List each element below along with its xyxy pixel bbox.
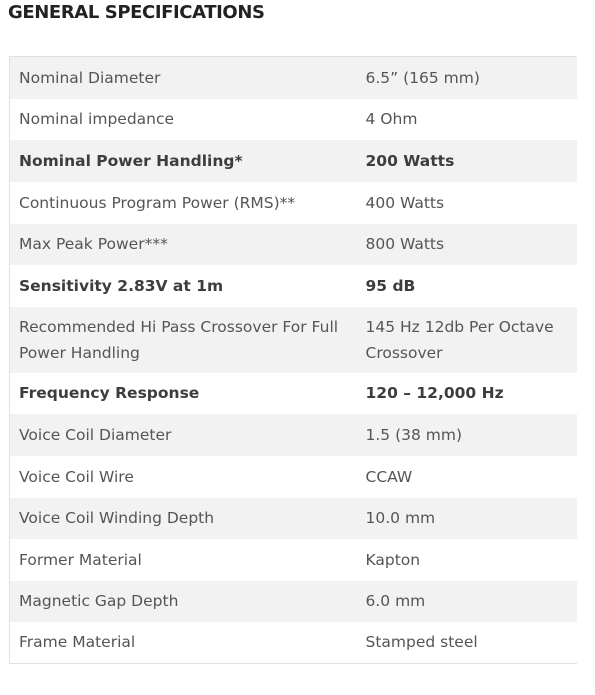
spec-row-continuous-program-power bbox=[10, 182, 577, 224]
spec-label: Voice Coil Winding Depth bbox=[19, 509, 215, 527]
spec-label: Frequency Response bbox=[19, 384, 200, 402]
spec-value: 200 Watts bbox=[365, 151, 455, 170]
spec-value: 6.0 mm bbox=[365, 592, 426, 610]
spec-row-voice-coil-wire bbox=[10, 456, 577, 498]
spec-label: Nominal Diameter bbox=[19, 68, 161, 87]
spec-label: Sensitivity 2.83V at 1m bbox=[19, 276, 224, 295]
spec-label: Recommended Hi Pass Crossover For Full Power Handling bbox=[19, 317, 339, 362]
spec-value: 800 Watts bbox=[365, 235, 445, 253]
spec-row-frequency-response bbox=[10, 373, 577, 414]
spec-value: 95 dB bbox=[365, 276, 416, 295]
spec-row-voice-coil-diameter bbox=[10, 414, 577, 456]
spec-value: Stamped steel bbox=[365, 633, 478, 652]
spec-label: Nominal impedance bbox=[19, 110, 175, 128]
spec-label: Former Material bbox=[19, 550, 142, 569]
spec-row-nominal-power-handling bbox=[10, 140, 577, 182]
spec-value: 1.5 (38 mm) bbox=[365, 425, 463, 444]
spec-label: Continuous Program Power (RMS)** bbox=[19, 193, 296, 212]
section-heading: GENERAL SPECIFICATIONS bbox=[8, 2, 265, 23]
spec-row-frame-material bbox=[10, 622, 577, 664]
spec-label: Voice Coil Diameter bbox=[19, 425, 172, 444]
spec-row-recommended-crossover bbox=[10, 307, 577, 373]
spec-label: Voice Coil Wire bbox=[19, 467, 134, 486]
spec-label: Magnetic Gap Depth bbox=[19, 592, 179, 610]
specifications-table bbox=[9, 56, 577, 664]
spec-value: 4 Ohm bbox=[365, 110, 418, 128]
spec-value: 10.0 mm bbox=[365, 509, 436, 527]
spec-row-max-peak-power bbox=[10, 224, 577, 265]
spec-row-voice-coil-winding-depth bbox=[10, 498, 577, 539]
spec-label: Max Peak Power*** bbox=[19, 235, 168, 253]
spec-value: 120 – 12,000 Hz bbox=[365, 384, 504, 402]
spec-value: 400 Watts bbox=[365, 193, 445, 212]
spec-label: Frame Material bbox=[19, 633, 136, 652]
spec-row-magnetic-gap-depth bbox=[10, 581, 577, 622]
spec-value: 6.5” (165 mm) bbox=[365, 68, 480, 87]
spec-row-former-material bbox=[10, 539, 577, 581]
spec-value: CCAW bbox=[365, 467, 413, 486]
spec-label: Nominal Power Handling* bbox=[19, 151, 243, 170]
spec-row-nominal-diameter bbox=[10, 57, 577, 99]
spec-value: 145 Hz 12db Per Octave Crossover bbox=[365, 317, 554, 362]
spec-value: Kapton bbox=[365, 550, 421, 569]
spec-row-nominal-impedance bbox=[10, 99, 577, 140]
spec-row-sensitivity bbox=[10, 265, 577, 307]
